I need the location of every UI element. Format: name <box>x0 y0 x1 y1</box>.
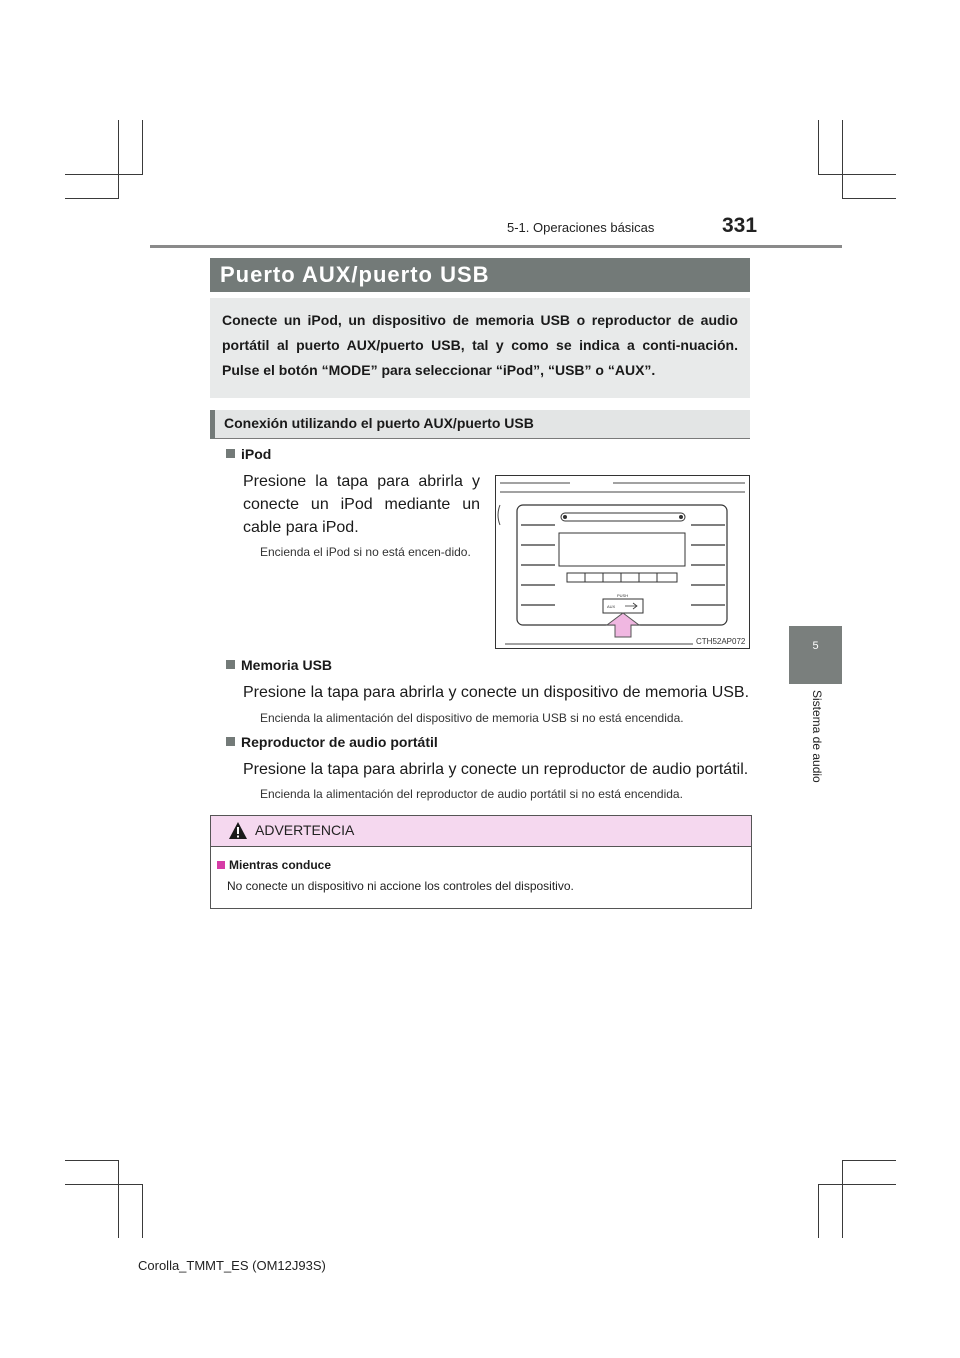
warning-text: No conecte un dispositivo ni accione los controles del dispositivo. <box>227 879 574 893</box>
title-bar <box>210 258 750 292</box>
warning-bullet: Mientras conduce <box>217 858 331 872</box>
crop-mark <box>118 1160 119 1238</box>
subheading-bar <box>210 410 750 439</box>
item-text: Presione la tapa para abrirla y conecte un reproductor de audio portátil. <box>243 761 749 778</box>
crop-mark <box>842 198 896 199</box>
square-bullet-icon <box>226 737 235 746</box>
page-title: Puerto AUX/puerto USB <box>220 262 490 287</box>
crop-mark <box>65 174 143 175</box>
intro-box <box>210 298 750 398</box>
crop-mark <box>818 1184 819 1238</box>
crop-mark <box>842 120 843 198</box>
warning-triangle-icon <box>228 821 248 840</box>
footer-code: Corolla_TMMT_ES (OM12J93S) <box>138 1258 326 1273</box>
section-header: 5-1. Operaciones básicas <box>507 220 655 235</box>
crop-mark <box>818 120 819 174</box>
figure-code: CTH52AP072 <box>696 637 746 646</box>
crop-mark <box>65 1184 143 1185</box>
item-note: Encienda la alimentación del dispositivo de memoria USB si no está encendida. <box>260 711 684 725</box>
crop-mark <box>818 174 896 175</box>
subheading: Conexión utilizando el puerto AUX/puerto USB <box>224 415 534 431</box>
intro-text: Conecte un iPod, un dispositivo de memoria USB o reproductor de audio portátil al puerto AUX/puerto USB, tal y como se indica a conti-nuación. Pulse el botón “MODE” para seleccionar “iPod”, “USB” o “AUX”. <box>222 312 738 378</box>
item-text: Presione la tapa para abrirla y conecte un dispositivo de memoria USB. <box>243 684 750 701</box>
item-title: Reproductor de audio portátil <box>226 734 438 750</box>
svg-text:PUSH: PUSH <box>617 593 629 598</box>
crop-mark <box>65 198 119 199</box>
page-number: 331 <box>722 214 758 237</box>
crop-mark <box>142 120 143 174</box>
warning-header <box>211 816 751 847</box>
chapter-number: 5 <box>812 640 819 652</box>
square-bullet-icon <box>226 449 235 458</box>
crop-mark <box>842 1160 843 1238</box>
square-bullet-icon <box>226 660 235 669</box>
item-note: Encienda el iPod si no está encen-dido. <box>260 545 471 559</box>
svg-text:AUX: AUX <box>607 604 616 609</box>
item-title: iPod <box>226 446 271 462</box>
crop-mark <box>142 1184 143 1238</box>
item-title: Memoria USB <box>226 657 332 673</box>
header-rule <box>150 245 842 248</box>
audio-unit-drawing <box>495 475 750 649</box>
crop-mark <box>65 1160 119 1161</box>
item-text: Presione la tapa para abrirla y conecte un iPod mediante un cable para iPod. <box>243 473 480 536</box>
chapter-tab <box>789 626 842 684</box>
crop-mark <box>118 120 119 198</box>
crop-mark <box>842 1160 896 1161</box>
crop-mark <box>818 1184 896 1185</box>
square-bullet-icon <box>217 861 225 869</box>
warning-title: ADVERTENCIA <box>255 822 355 838</box>
warning-box <box>210 815 752 909</box>
audio-unit-illustration <box>495 475 750 649</box>
chapter-label: Sistema de audio <box>810 690 824 783</box>
item-note: Encienda la alimentación del reproductor de audio portátil si no está encendida. <box>260 787 683 801</box>
